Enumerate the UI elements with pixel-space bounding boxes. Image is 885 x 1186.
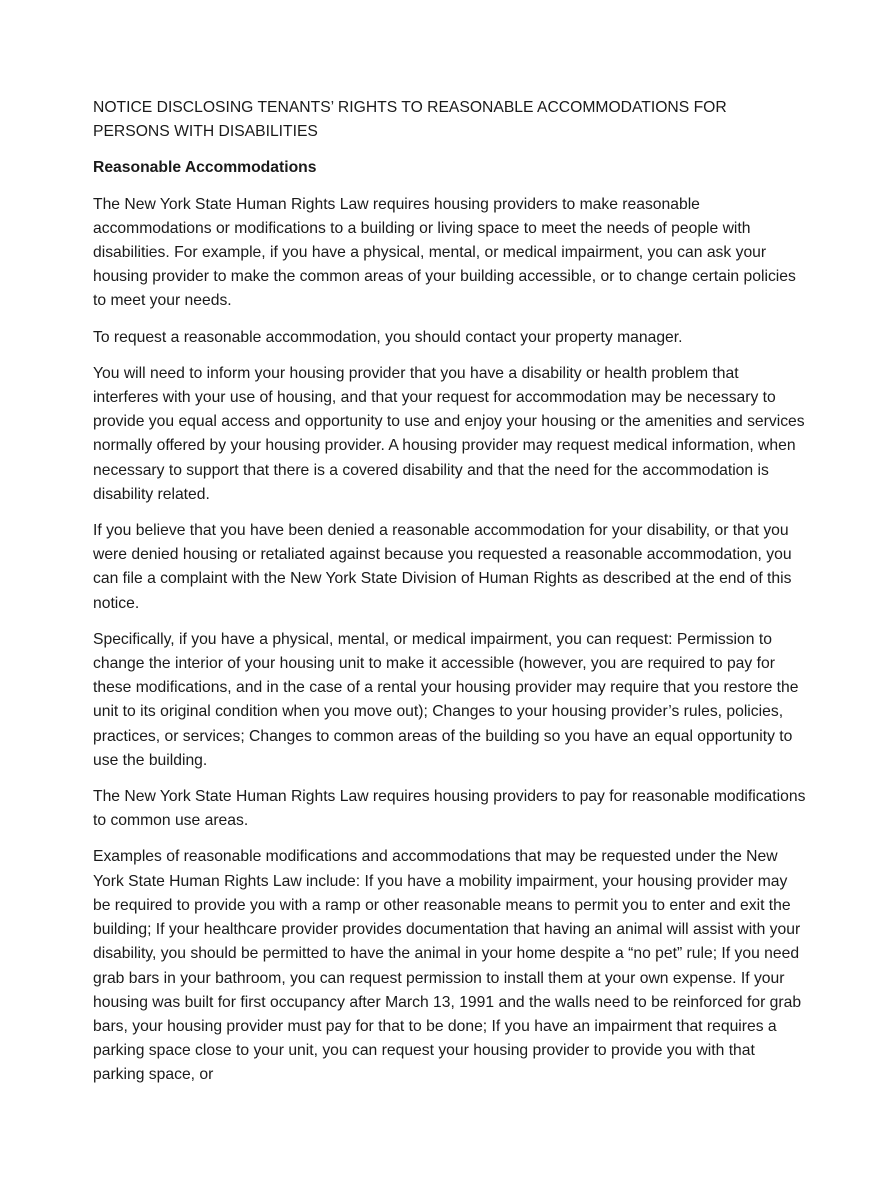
- paragraph-request: To request a reasonable accommodation, you should contact your property manager.: [93, 328, 683, 346]
- paragraph-intro: The New York State Human Rights Law requires housing providers to make reasonable accommodations or modifications to a building or living space to meet the needs of people with disabilities. For example, if you have a physical, mental, or medical impairment, you can ask your housing provider to make the common areas of your building accessible, or to change certain policies to meet your needs.: [93, 195, 796, 310]
- paragraph-inform-provider: You will need to inform your housing provider that you have a disability or health problem that interferes with your use of housing, and that your request for accommodation may be necessary to provide you equal access and opportunity to use and enjoy your housing or the amenities and services normally offered by your housing provider. A housing provider may request medical information, when necessary to support that there is a covered disability and that the need for the accommodation is disability related.: [93, 364, 805, 503]
- document-title: NOTICE DISCLOSING TENANTS’ RIGHTS TO REASONABLE ACCOMMODATIONS FOR PERSONS WITH DISABILITIES: [93, 99, 727, 141]
- paragraph-examples: Examples of reasonable modifications and accommodations that may be requested under the New York State Human Rights Law include: If you have a mobility impairment, your housing provider may be required to provide you with a ramp or other reasonable means to permit you to enter and exit the building; If your healthcare provider provides documentation that having an animal will assist with your disability, you should be permitted to have the animal in your home despite a “no pet” rule; If you need grab bars in your bathroom, you can request permission to install them at your own expense. If your housing was built for first occupancy after March 13, 1991 and the walls need to be reinforced for grab bars, your housing provider must pay for that to be done; If you have an impairment that requires a parking space close to your unit, you can request your housing provider to provide you with that parking space, or: [93, 848, 802, 1084]
- paragraph-common-areas: The New York State Human Rights Law requires housing providers to pay for reasonable modifications to common use areas.: [93, 788, 806, 830]
- section-heading: Reasonable Accommodations: [93, 159, 317, 177]
- paragraph-specific-requests: Specifically, if you have a physical, mental, or medical impairment, you can request: Permission to change the interior of your housing unit to make it accessible (however, you are required to pay for these modifications, and in the case of a rental your housing provider may require that you restore the unit to its original condition when you move out); Changes to your housing provider’s rules, policies, practices, or services; Changes to common areas of the building so you have an equal opportunity to use the building.: [93, 630, 799, 769]
- paragraph-complaint: If you believe that you have been denied a reasonable accommodation for your disability, or that you were denied housing or retaliated against because you requested a reasonable accommodation, you can file a complaint with the New York State Division of Human Rights as described at the end of this notice.: [93, 522, 792, 612]
